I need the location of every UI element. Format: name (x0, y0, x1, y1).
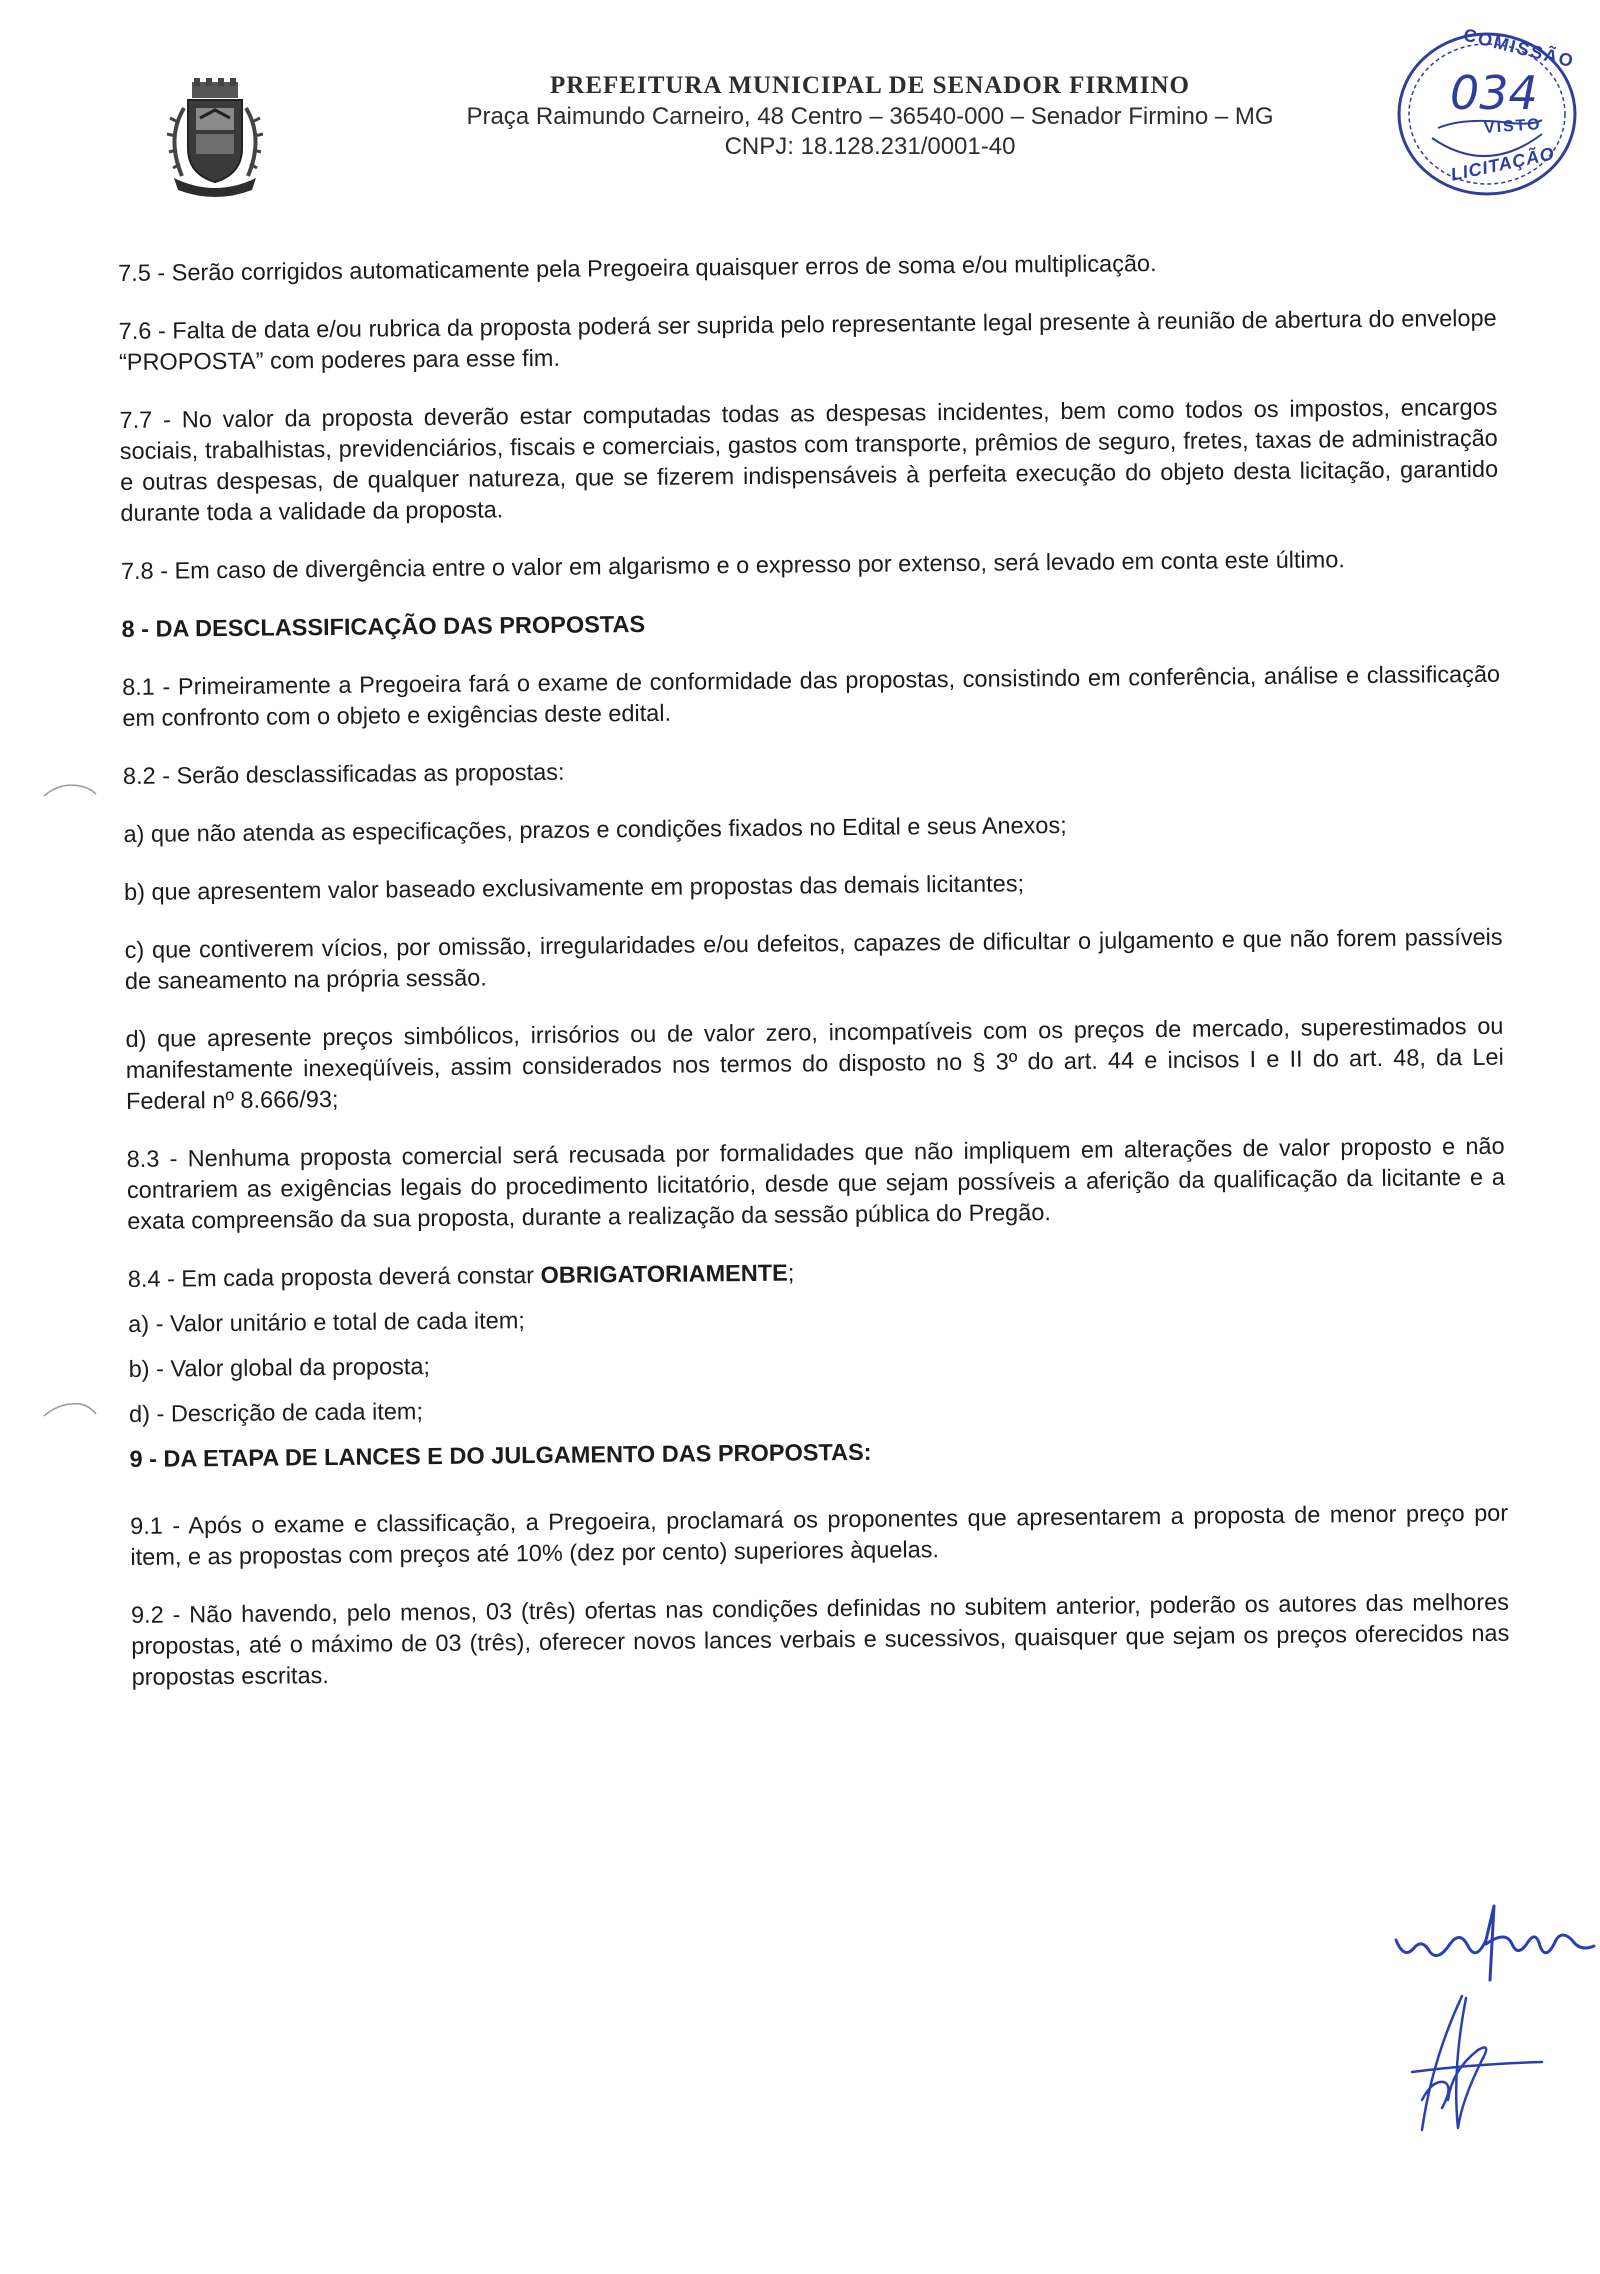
clause-7-8: 7.8 - Em caso de divergência entre o valor em algarismo e o expresso por extenso, será levado em conta este último. (120, 546, 1346, 584)
municipality-cnpj: CNPJ: 18.128.231/0001-40 (724, 133, 1016, 160)
stamp-bottom-text: LICITAÇÃO (1448, 143, 1557, 185)
margin-pencil-mark (40, 778, 100, 802)
section-8-heading: 8 - DA DESCLASSIFICAÇÃO DAS PROPOSTAS (121, 610, 646, 642)
stamp-top-text: COMISSÃO (1461, 24, 1577, 72)
document-body (118, 245, 1510, 1720)
clause-8-4-a: a) - Valor unitário e total de cada item; (128, 1307, 525, 1337)
clause-8-4 (128, 1251, 1506, 1295)
margin-pencil-mark (40, 1396, 100, 1420)
stamp-visto: VISTO (1483, 116, 1543, 137)
clause-8-4-b: b) - Valor global da proposta; (128, 1353, 431, 1382)
stamp-number: 034 (1450, 66, 1538, 120)
letterhead (0, 0, 1600, 230)
clause-8-1: 8.1 - Primeiramente a Pregoeira fará o exame de conformidade das propostas, consistindo em conferência, análise e classificação em confronto com o objeto e exigências deste edital. (121, 660, 1501, 731)
clause-8-2-b: b) que apresentem valor baseado exclusivamente em propostas das demais licitantes; (123, 870, 1025, 905)
clause-9-1: 9.1 - Após o exame e classificação, a Pregoeira, proclamará os proponentes que apresentarem a proposta de menor preço por item, e as propostas com preços até 10% (dez por cento) superiores àquelas. (130, 1499, 1509, 1570)
commission-stamp (1392, 26, 1582, 198)
clause-8-2-c: c) que contiverem vícios, por omissão, irregularidades e/ou defeitos, capazes de dificultar o julgamento e que não forem passíveis de saneamento na própria sessão. (124, 923, 1503, 994)
clause-8-2-d: d) que apresente preços simbólicos, irrisórios ou de valor zero, incompatíveis com os preços de mercado, superestimados ou manifestamente inexeqüíveis, assim considerados nos termos do disposto no § 3º do art. 44 e incisos I e II do art. 48, da Lei Federal nº 8.666/93; (125, 1012, 1504, 1114)
clause-8-3: 8.3 - Nenhuma proposta comercial será recusada por formalidades que não impliquem em alterações de valor proposto e não contrariem as exigências legais do procedimento licitatório, desde que sejam possíveis a aferição da qualificação da licitante e a exata compreensão da sua proposta, durante a realização da sessão pública do Pregão. (126, 1132, 1506, 1234)
clause-7-7: 7.7 - No valor da proposta deverão estar computadas todas as despesas incidentes, bem como todos os impostos, encargos sociais, trabalhistas, previdenciários, fiscais e comerciais, gastos com transporte, prêmios de seguro, fretes, taxas de administração e outras despesas, de qualquer natureza, que se fizerem indispensáveis à perfeita execução do objeto desta licitação, garantido durante toda a validade da proposta. (119, 393, 1499, 526)
clause-8-4-tail: ; (787, 1259, 795, 1286)
municipality-name: PREFEITURA MUNICIPAL DE SENADOR FIRMINO (550, 72, 1190, 99)
clause-8-4-d: d) - Descrição de cada item; (128, 1398, 424, 1427)
letterhead-text (380, 70, 1360, 162)
municipality-address: Praça Raimundo Carneiro, 48 Centro – 36540-000 – Senador Firmino – MG (466, 103, 1274, 130)
clause-7-5: 7.5 - Serão corrigidos automaticamente pela Pregoeira quaisquer erros de soma e/ou multiplicação. (118, 250, 1157, 286)
handwritten-rubric-icon (1392, 1990, 1552, 2140)
handwritten-signature-icon (1390, 1900, 1600, 1990)
clause-8-2: 8.2 - Serão desclassificadas as propostas: (122, 758, 565, 789)
clause-8-4-emphasis: OBRIGATORIAMENTE (540, 1259, 788, 1288)
clause-8-4-lead: 8.4 - Em cada proposta deverá constar (127, 1261, 541, 1292)
clause-8-2-a: a) que não atenda as especificações, prazos e condições fixados no Edital e seus Anexos; (123, 811, 1067, 847)
clause-9-2: 9.2 - Não havendo, pelo menos, 03 (três) ofertas nas condições definidas no subitem anterior, poderão os autores das melhores propostas, até o máximo de 03 (três), oferecer novos lances verbais e sucessivos, quaisquer que sejam os preços oferecidos nas propostas escritas. (130, 1588, 1510, 1690)
clause-7-6: 7.6 - Falta de data e/ou rubrica da proposta poderá ser suprida pelo representante legal presente à reunião de abertura do envelope “PROPOSTA” com poderes para esse fim. (118, 304, 1497, 375)
municipal-coat-of-arms-icon (160, 78, 270, 198)
section-9-heading: 9 - DA ETAPA DE LANCES E DO JULGAMENTO DAS PROPOSTAS: (129, 1438, 872, 1472)
